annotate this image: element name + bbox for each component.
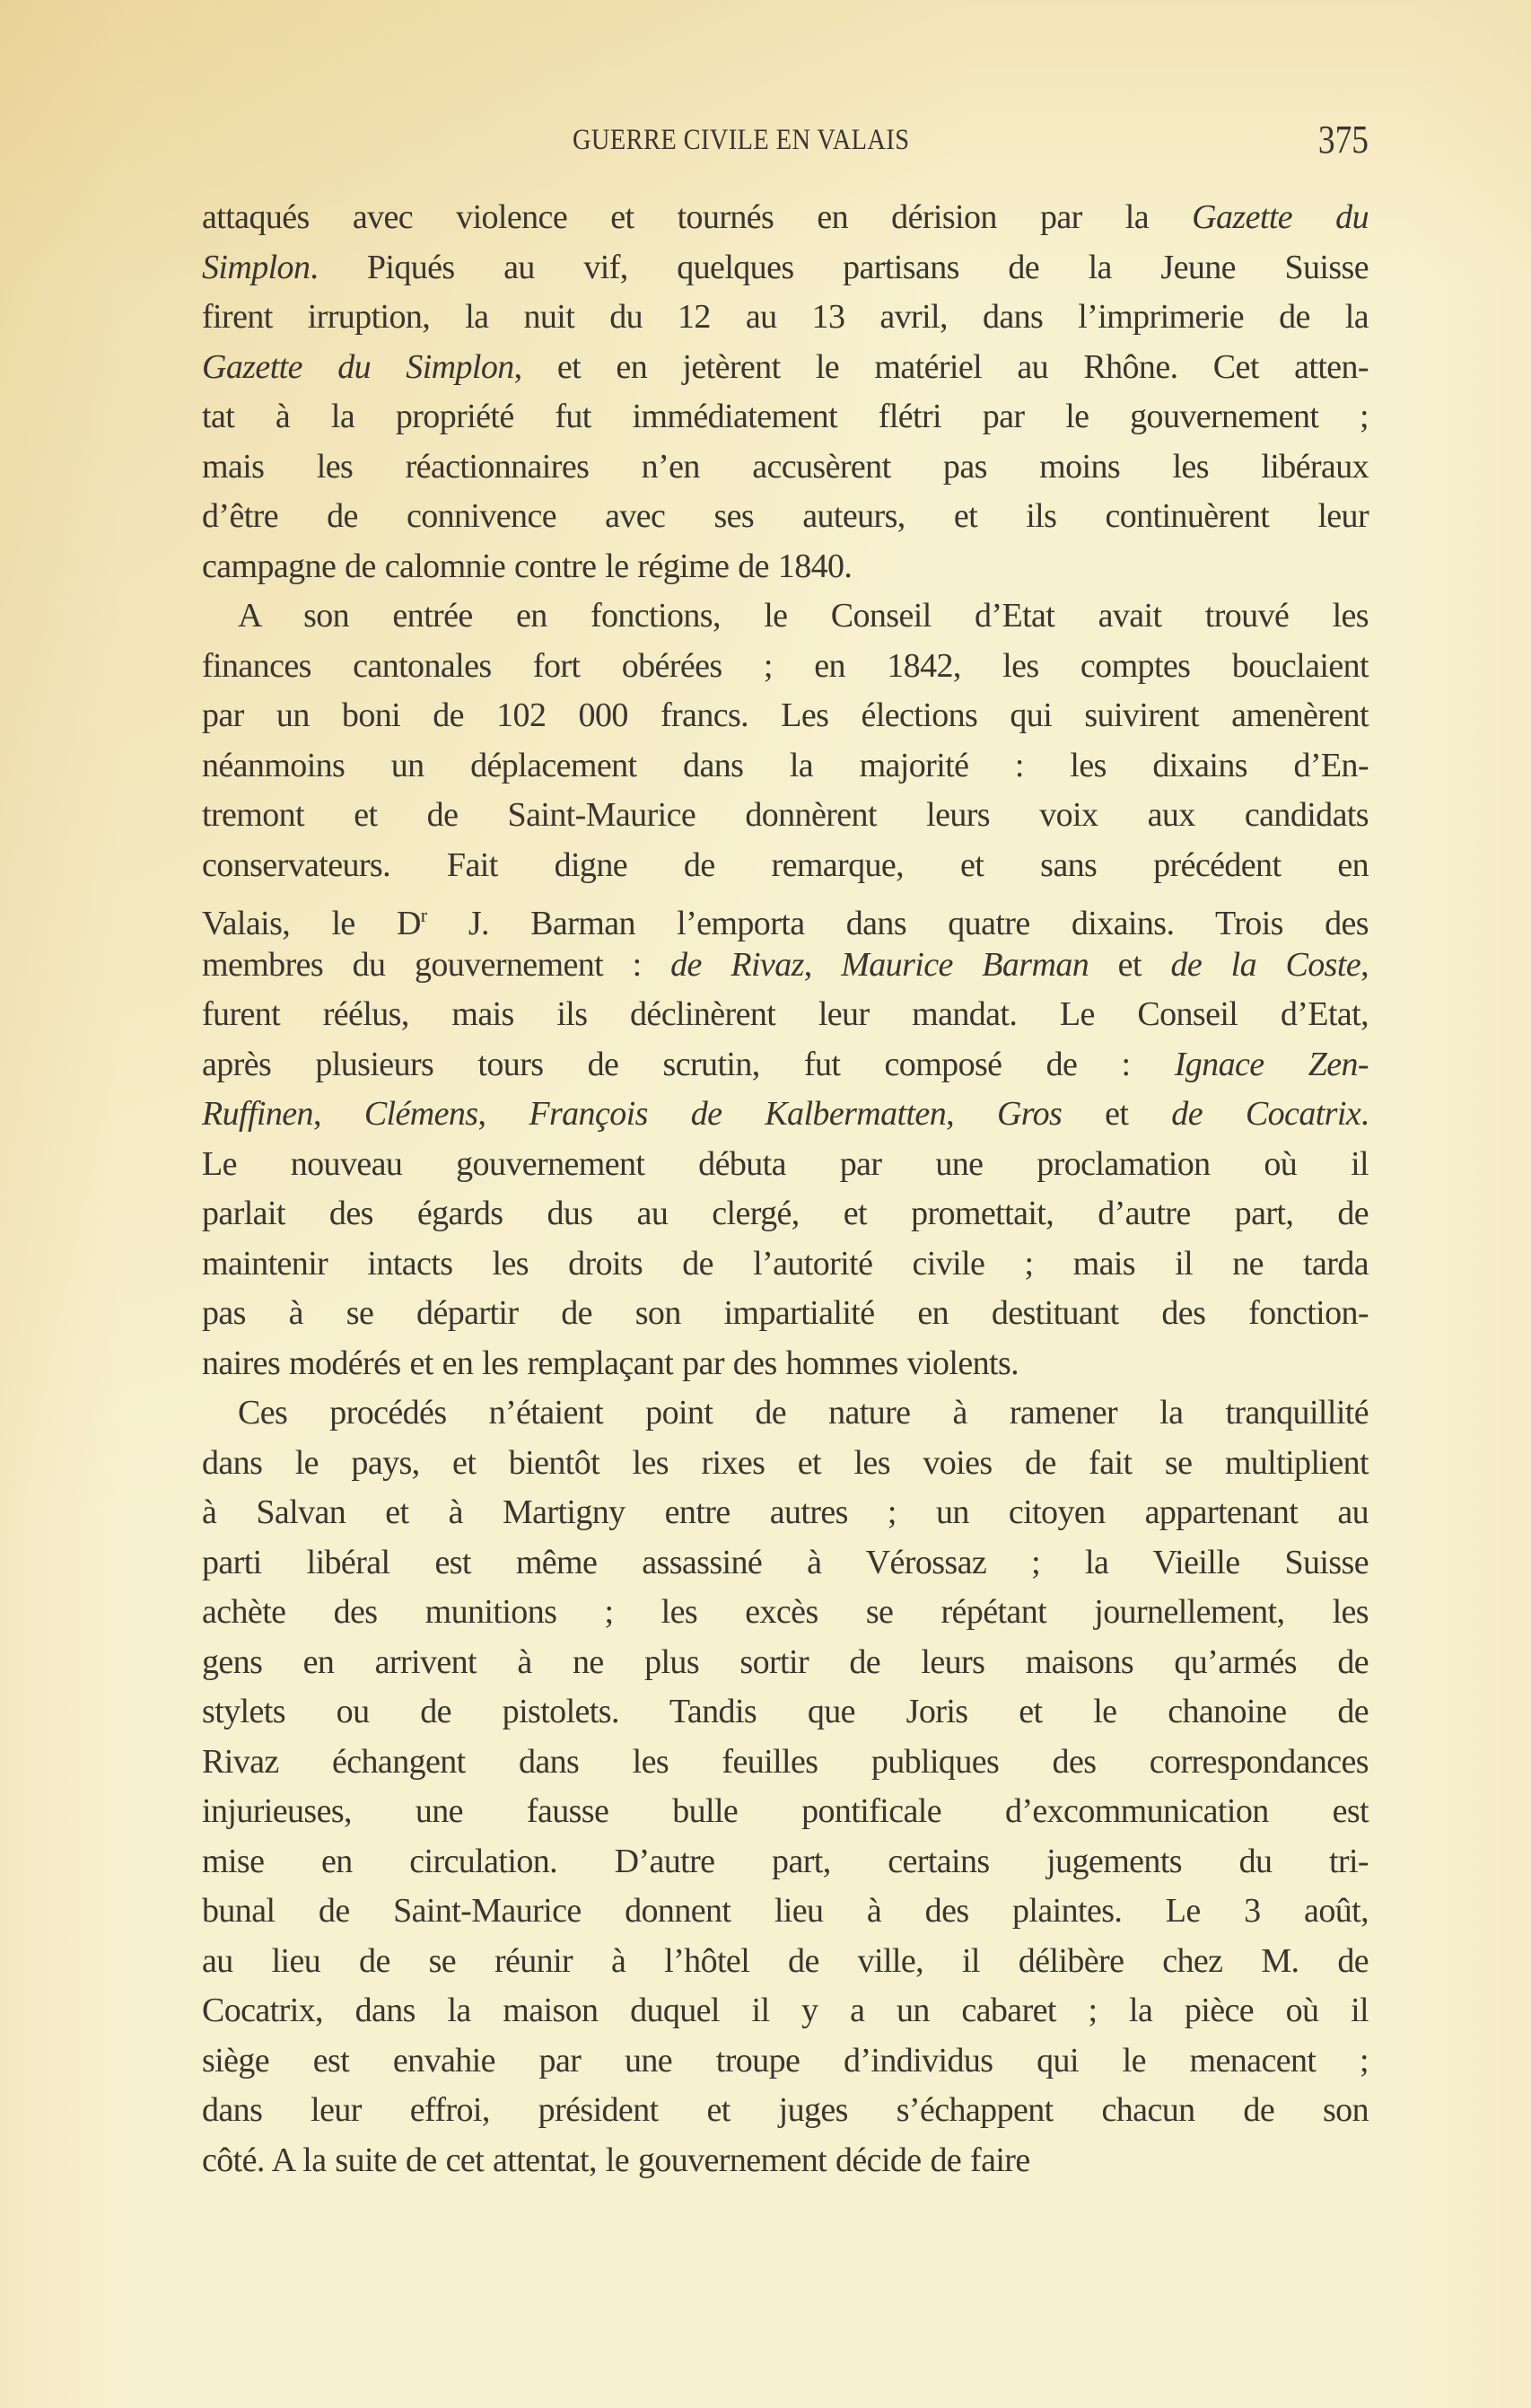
italic-text: Simplon: [202, 248, 311, 286]
text-line: [202, 1140, 1369, 1190]
italic-text: Gazette du: [1192, 198, 1369, 236]
text-run: Le nouveau gouvernement débuta par une proclamation où il: [202, 1144, 1369, 1183]
text-run: attaqués avec violence et tournés en dérision par la: [202, 198, 1193, 236]
text-line: [202, 1439, 1369, 1489]
text-line: [202, 1040, 1369, 1090]
italic-text: Gazette du Simplon: [202, 347, 514, 386]
text-line: [202, 1538, 1369, 1589]
superscript-text: r: [420, 904, 427, 926]
italic-text: Clémens: [363, 1095, 478, 1133]
paragraph: [202, 1388, 1369, 2185]
text-run: conservateurs. Fait digne de remarque, et sans précédent en: [202, 845, 1369, 884]
text-run: Ces procédés n’étaient point de nature à ramener la tranquillité: [238, 1394, 1369, 1432]
text-line: [202, 1388, 1369, 1439]
text-run: à Salvan et à Martigny entre autres ; un citoyen appartenant au: [202, 1493, 1369, 1531]
paragraph: [202, 591, 1369, 1388]
text-line: [202, 890, 1369, 941]
text-line: [202, 1090, 1369, 1140]
text-run: naires modérés et en les remplaçant par des hommes violents.: [202, 1344, 1019, 1382]
text-run: tremont et de Saint-Maurice donnèrent leurs voix aux candidats: [202, 796, 1369, 834]
text-run: néanmoins un déplacement dans la majorité : les dixains d’En-: [202, 746, 1369, 784]
text-run: ,: [803, 945, 842, 984]
text-run: et: [1062, 1095, 1172, 1133]
text-run: stylets ou de pistolets. Tandis que Joris et le chanoine de: [202, 1693, 1369, 1730]
text-line: [202, 442, 1369, 493]
text-line: [202, 243, 1369, 293]
text-line: [202, 1887, 1369, 1937]
text-line: [202, 343, 1369, 393]
text-run: tat à la propriété fut immédiatement flétri par le gouvernement ;: [202, 398, 1369, 435]
text-line: [202, 2136, 1369, 2186]
text-run: ,: [477, 1095, 529, 1133]
text-line: [202, 1738, 1369, 1788]
body-text: [202, 193, 1369, 2185]
text-line: [202, 392, 1369, 442]
text-run: parlait des égards dus au clergé, et promettait, d’autre part, de: [202, 1195, 1369, 1232]
text-run: mise en circulation. D’autre part, certains jugements du tri-: [202, 1842, 1369, 1880]
text-run: furent réélus, mais ils déclinèrent leur mandat. Le Conseil d’Etat,: [202, 995, 1369, 1033]
text-run: .: [1360, 1095, 1369, 1133]
italic-text: Maurice Barman: [841, 945, 1089, 984]
text-line: [202, 1488, 1369, 1538]
text-run: A son entrée en fonctions, le Conseil d’Etat avait trouvé les: [238, 597, 1369, 635]
text-run: après plusieurs tours de scrutin, fut composé de :: [202, 1045, 1175, 1083]
paragraph: [202, 193, 1369, 591]
text-line: [202, 1289, 1369, 1339]
text-run: d’être de connivence avec ses auteurs, et ils continuèrent leur: [202, 497, 1369, 535]
text-line: [202, 990, 1369, 1040]
text-line: [202, 791, 1369, 841]
text-run: J. Barman l’emporta dans quatre dixains. Trois des: [426, 905, 1369, 942]
text-run: et: [1089, 945, 1171, 984]
text-line: [202, 1986, 1369, 2036]
text-line: [202, 293, 1369, 343]
text-run: , et en jetèrent le matériel au Rhône. Cet atten-: [513, 347, 1369, 386]
text-run: mais les réactionnaires n’en accusèrent pas moins les libéraux: [202, 447, 1369, 486]
text-line: [202, 841, 1369, 891]
text-run: siège est envahie par une troupe d’individus qui le menacent ;: [202, 2041, 1369, 2080]
text-run: pas à se départir de son impartialité en destituant des fonction-: [202, 1294, 1369, 1332]
text-line: [202, 741, 1369, 792]
text-run: Cocatrix, dans la maison duquel il y a un cabaret ; la pièce où il: [202, 1992, 1369, 2029]
text-run: maintenir intacts les droits de l’autorité civile ; mais il ne tarda: [202, 1244, 1369, 1283]
italic-text: Ruffinen: [202, 1095, 313, 1133]
text-line: [202, 2086, 1369, 2136]
text-line: [202, 1787, 1369, 1837]
text-line: [202, 642, 1369, 692]
text-line: [202, 492, 1369, 542]
text-run: par un boni de 102 000 francs. Les élections qui suivirent amenèrent: [202, 696, 1369, 734]
text-line: [202, 1937, 1369, 1987]
text-line: [202, 2036, 1369, 2087]
text-run: parti libéral est même assassiné à Vérossaz ; la Vieille Suisse: [202, 1543, 1369, 1581]
text-line: [202, 591, 1369, 642]
text-line: [202, 1189, 1369, 1239]
text-run: campagne de calomnie contre le régime de 1840.: [202, 547, 853, 585]
text-run: gens en arrivent à ne plus sortir de leurs maisons qu’armés de: [202, 1642, 1369, 1681]
text-run: ,: [1360, 945, 1369, 984]
text-line: [202, 193, 1369, 243]
text-run: firent irruption, la nuit du 12 au 13 avril, dans l’imprimerie de la: [202, 298, 1369, 336]
running-head: [202, 117, 1369, 162]
text-run: dans leur effroi, président et juges s’échappent chacun de son: [202, 2091, 1369, 2129]
text-run: au lieu de se réunir à l’hôtel de ville, il délibère chez M. de: [202, 1941, 1369, 1980]
page-number: 375: [1317, 118, 1369, 162]
text-line: [202, 1339, 1369, 1389]
text-run: dans le pays, et bientôt les rixes et les voies de fait se multiplient: [202, 1443, 1369, 1482]
text-run: injurieuses, une fausse bulle pontificale d’excommunication est: [202, 1792, 1369, 1830]
italic-text: de Cocatrix: [1171, 1095, 1361, 1133]
text-run: Rivaz échangent dans les feuilles publiques des correspondances: [202, 1742, 1369, 1781]
text-run: ,: [312, 1095, 364, 1133]
text-line: [202, 1687, 1369, 1738]
text-line: [202, 691, 1369, 741]
text-line: [202, 1837, 1369, 1887]
text-line: [202, 542, 1369, 592]
text-line: [202, 1588, 1369, 1638]
text-run: . Piqués au vif, quelques partisans de la Jeune Suisse: [310, 248, 1369, 286]
text-run: finances cantonales fort obérées ; en 1842, les comptes bouclaient: [202, 646, 1369, 685]
text-run: achète des munitions ; les excès se répétant journellement, les: [202, 1593, 1369, 1631]
text-line: [202, 1239, 1369, 1290]
text-run: côté. A la suite de cet attentat, le gouvernement décide de faire: [202, 2141, 1030, 2179]
italic-text: François de Kalbermatten: [529, 1095, 947, 1133]
text-run: ,: [946, 1095, 997, 1133]
text-run: Valais, le D: [202, 905, 421, 942]
italic-text: de Rivaz: [670, 945, 804, 984]
italic-text: Ignace Zen-: [1174, 1045, 1369, 1083]
text-line: [202, 1638, 1369, 1688]
text-run: membres du gouvernement :: [202, 945, 671, 984]
italic-text: Gros: [996, 1095, 1063, 1133]
running-title: GUERRE CIVILE EN VALAIS: [573, 124, 910, 156]
text-line: [202, 941, 1369, 991]
italic-text: de la Coste: [1170, 945, 1361, 984]
text-run: bunal de Saint-Maurice donnent lieu à des plaintes. Le 3 août,: [202, 1892, 1369, 1930]
